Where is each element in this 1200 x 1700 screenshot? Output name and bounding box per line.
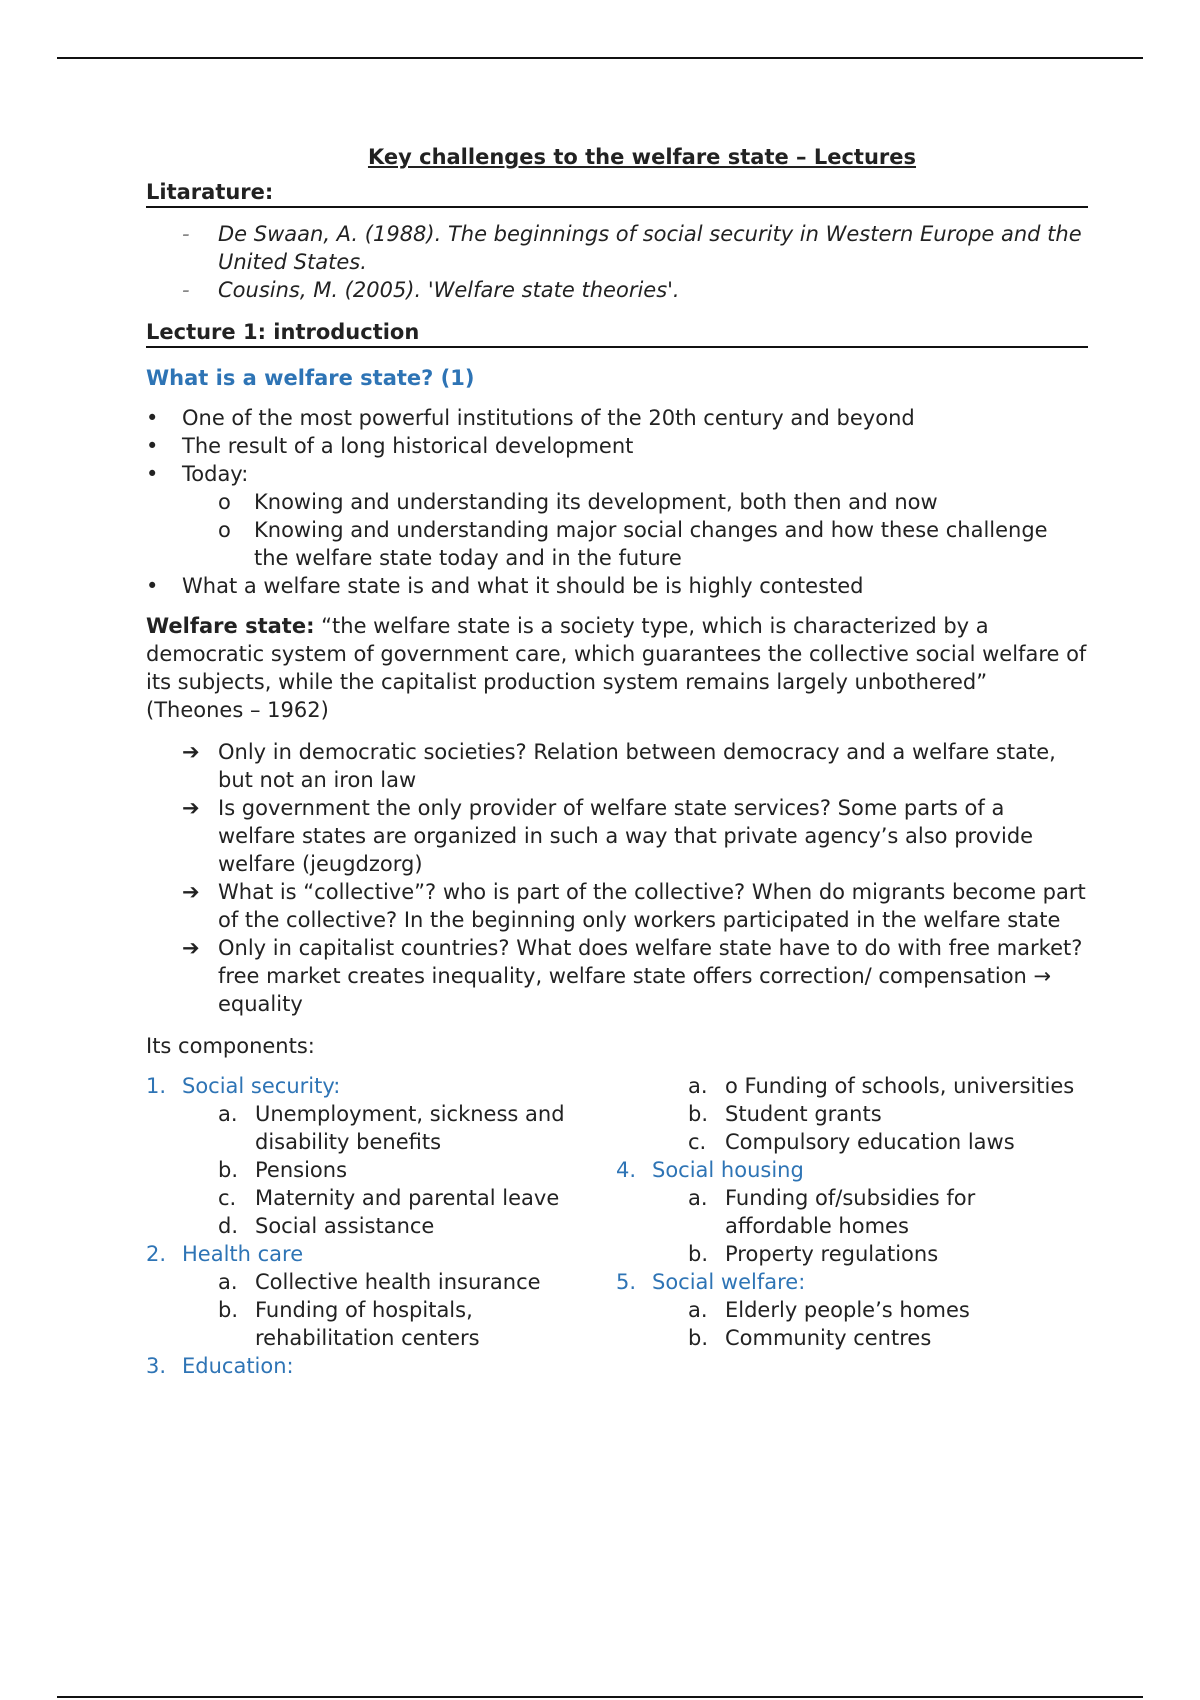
arrow-item bbox=[182, 794, 1088, 878]
component-sub-item: d. Social assistance bbox=[218, 1214, 435, 1238]
bullet-icon: • bbox=[146, 434, 159, 458]
literature-heading: Litarature: bbox=[146, 178, 1088, 208]
document-page bbox=[146, 140, 1088, 1380]
definition-label: Welfare state: bbox=[146, 614, 315, 638]
bullet-text: One of the most powerful institutions of the 20th century and beyond bbox=[182, 406, 915, 430]
literature-list bbox=[182, 220, 1088, 304]
arrow-right-icon: ➔ bbox=[182, 740, 200, 764]
literature-item: - Cousins, M. (2005). 'Welfare state theories'. bbox=[182, 276, 1088, 304]
component-sub-item: c. Maternity and parental leave bbox=[218, 1186, 560, 1210]
literature-item: - De Swaan, A. (1988). The beginnings of social security in Western Europe and the United States. bbox=[182, 220, 1088, 276]
component-sub-item: c. Compulsory education laws bbox=[688, 1130, 1015, 1154]
arrow-text: Is government the only provider of welfare state services? Some parts of a welfare states are organized in such a way that private agency’s also provide welfare (jeugdzorg) bbox=[218, 796, 1034, 876]
component-sub-item: b. Pensions bbox=[218, 1158, 348, 1182]
today-sub-list bbox=[218, 488, 1088, 572]
arrow-item bbox=[182, 934, 1088, 1018]
bullet-text: The result of a long historical development bbox=[182, 434, 634, 458]
circle-bullet-icon: o bbox=[218, 518, 231, 542]
welfare-state-subheading: What is a welfare state? (1) bbox=[146, 366, 475, 390]
component-social-housing: 4. Social housing bbox=[616, 1158, 804, 1182]
document-title: Key challenges to the welfare state – Lectures bbox=[367, 145, 917, 169]
arrow-right-icon: ➔ bbox=[182, 936, 200, 960]
lecture-heading: Lecture 1: introduction bbox=[146, 318, 1088, 348]
bullet-item bbox=[146, 460, 1088, 572]
bullet-icon: • bbox=[146, 406, 159, 430]
sub-bullet-item bbox=[218, 516, 1088, 572]
intro-bullet-list bbox=[146, 404, 1088, 600]
component-sub-item: b. Funding of hospitals, rehabilitation centers bbox=[218, 1298, 480, 1350]
component-sub-item: a. Collective health insurance bbox=[218, 1270, 541, 1294]
arrow-item bbox=[182, 738, 1088, 794]
component-sub-item: a. Unemployment, sickness and disability benefits bbox=[218, 1102, 565, 1154]
components-label: Its components: bbox=[146, 1034, 315, 1058]
components-right-column bbox=[616, 1072, 1086, 1380]
component-sub-item: b. Property regulations bbox=[688, 1242, 939, 1266]
bullet-text: Today: bbox=[182, 462, 249, 486]
component-sub-item: a. Elderly people’s homes bbox=[688, 1298, 970, 1322]
component-sub-item: a. o Funding of schools, universities bbox=[688, 1074, 1075, 1098]
component-social-welfare: 5. Social welfare: bbox=[616, 1270, 806, 1294]
sub-bullet-text: Knowing and understanding its development, both then and now bbox=[254, 490, 938, 514]
arrow-text: What is “collective”? who is part of the collective? When do migrants become part of the collective? In the beginning only workers participated in the welfare state bbox=[218, 880, 1086, 932]
arrow-item bbox=[182, 878, 1088, 934]
definition-paragraph bbox=[146, 612, 1088, 724]
bullet-icon: • bbox=[146, 574, 159, 598]
bullet-item bbox=[146, 572, 1088, 600]
component-sub-item: b. Student grants bbox=[688, 1102, 882, 1126]
component-education: 3. Education: bbox=[146, 1354, 294, 1378]
bullet-item bbox=[146, 404, 1088, 432]
arrow-right-icon: ➔ bbox=[182, 796, 200, 820]
arrow-text: Only in democratic societies? Relation between democracy and a welfare state, but not an iron law bbox=[218, 740, 1056, 792]
component-sub-item: b. Community centres bbox=[688, 1326, 932, 1350]
component-sub-item: a. Funding of/subsidies for affordable homes bbox=[688, 1186, 976, 1238]
arrow-text: Only in capitalist countries? What does welfare state have to do with free market? free market creates inequality, welfare state offers correction/ compensation → equality bbox=[218, 936, 1083, 1016]
sub-bullet-text: Knowing and understanding major social changes and how these challenge the welfare state today and in the future bbox=[254, 518, 1048, 570]
components-columns bbox=[146, 1072, 1088, 1380]
footer-rule bbox=[57, 1696, 1143, 1698]
component-social-security: 1. Social security: bbox=[146, 1074, 341, 1098]
header-rule bbox=[57, 57, 1143, 59]
circle-bullet-icon: o bbox=[218, 490, 231, 514]
arrow-right-icon: ➔ bbox=[182, 880, 200, 904]
sub-bullet-item bbox=[218, 488, 1088, 516]
bullet-text: What a welfare state is and what it should be is highly contested bbox=[182, 574, 864, 598]
bullet-icon: • bbox=[146, 462, 159, 486]
definition-text: “the welfare state is a society type, which is characterized by a democratic system of government care, which guarantees the collective social welfare of its subjects, while the capitalist production system remains largely unbothered” (Theones – 1962) bbox=[146, 614, 1087, 722]
component-health-care: 2. Health care bbox=[146, 1242, 304, 1266]
bullet-item bbox=[146, 432, 1088, 460]
components-left-column bbox=[146, 1072, 616, 1380]
question-arrow-list bbox=[182, 738, 1088, 1018]
